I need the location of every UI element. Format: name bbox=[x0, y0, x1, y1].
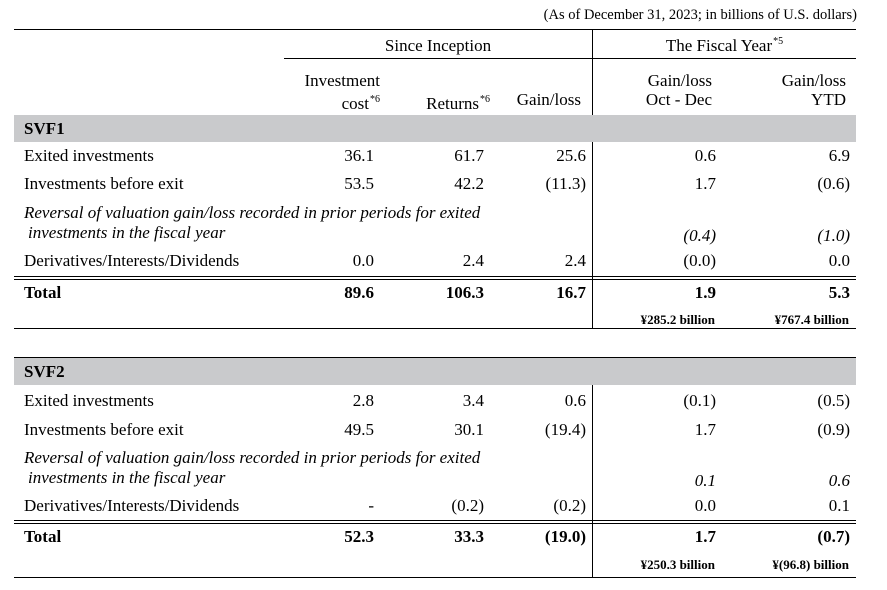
svf2-before-exit-row: Investments before exit 49.5 30.1 (19.4) 1.7 (0.9) bbox=[24, 420, 850, 439]
since-inception-header: Since Inception bbox=[384, 36, 492, 55]
svf1-total-row: Total 89.6 106.3 16.7 1.9 5.3 bbox=[24, 283, 850, 302]
svf2-yen-ytd: ¥(96.8) billion bbox=[772, 557, 849, 572]
svf1-derivatives-row: Derivatives/Interests/Dividends 0.0 2.4 2.4 (0.0) 0.0 bbox=[24, 251, 850, 270]
svf2-bottom-rule bbox=[14, 577, 856, 578]
svf2-reversal-row: 0.1 0.6 bbox=[694, 471, 850, 490]
svf2-exited-row: Exited investments 2.8 3.4 0.6 (0.1) (0.5) bbox=[24, 391, 850, 410]
units-note: (As of December 31, 2023; in billions of U.S. dollars) bbox=[543, 7, 857, 23]
svf1-bottom-rule bbox=[14, 328, 856, 329]
svf2-total-double-rule-bottom bbox=[14, 523, 856, 524]
svf1-yen-ytd: ¥767.4 billion bbox=[774, 312, 849, 327]
svf2-section-header: SVF2 bbox=[14, 358, 856, 385]
svf1-reversal-row: (0.4) (1.0) bbox=[683, 226, 850, 245]
svf2-derivatives-row: Derivatives/Interests/Dividends - (0.2) (0.2) 0.0 0.1 bbox=[24, 496, 850, 515]
fiscal-year-header: The Fiscal Year$^{*5}$ bbox=[665, 36, 784, 55]
svf1-yen-octdec: ¥285.2 billion bbox=[640, 312, 715, 327]
returns-header: Returns$^{*6}$ bbox=[426, 94, 490, 113]
svf1-exited-row: Exited investments 36.1 61.7 25.6 0.6 6.9 bbox=[24, 146, 850, 165]
svf1-total-double-rule-top bbox=[14, 276, 856, 277]
svf1-section-header: SVF1 bbox=[14, 115, 856, 142]
svf1-reversal-label: Reversal of valuation gain/loss recorded in prior periods for exited investments in the fiscal year bbox=[24, 203, 481, 242]
investment-cost-header: Investment cost$^{*6}$ bbox=[304, 71, 380, 113]
svf2-total-double-rule-top bbox=[14, 520, 856, 521]
svf2-total-row: Total 52.3 33.3 (19.0) 1.7 (0.7) bbox=[24, 527, 850, 546]
svf1-before-exit-row: Investments before exit 53.5 42.2 (11.3) 1.7 (0.6) bbox=[24, 174, 850, 193]
gain-loss-octdec-header: Gain/loss Oct - Dec bbox=[645, 71, 712, 109]
svf1-total-double-rule-bottom bbox=[14, 279, 856, 280]
svf2-yen-octdec: ¥250.3 billion bbox=[640, 557, 715, 572]
header-top-rule bbox=[14, 29, 856, 30]
svf2-reversal-label: Reversal of valuation gain/loss recorded in prior periods for exited investments in the fiscal year bbox=[24, 448, 481, 487]
gain-loss-header: Gain/loss bbox=[516, 90, 581, 109]
gain-loss-ytd-header: Gain/loss YTD bbox=[781, 71, 846, 109]
group-underline bbox=[284, 58, 856, 59]
